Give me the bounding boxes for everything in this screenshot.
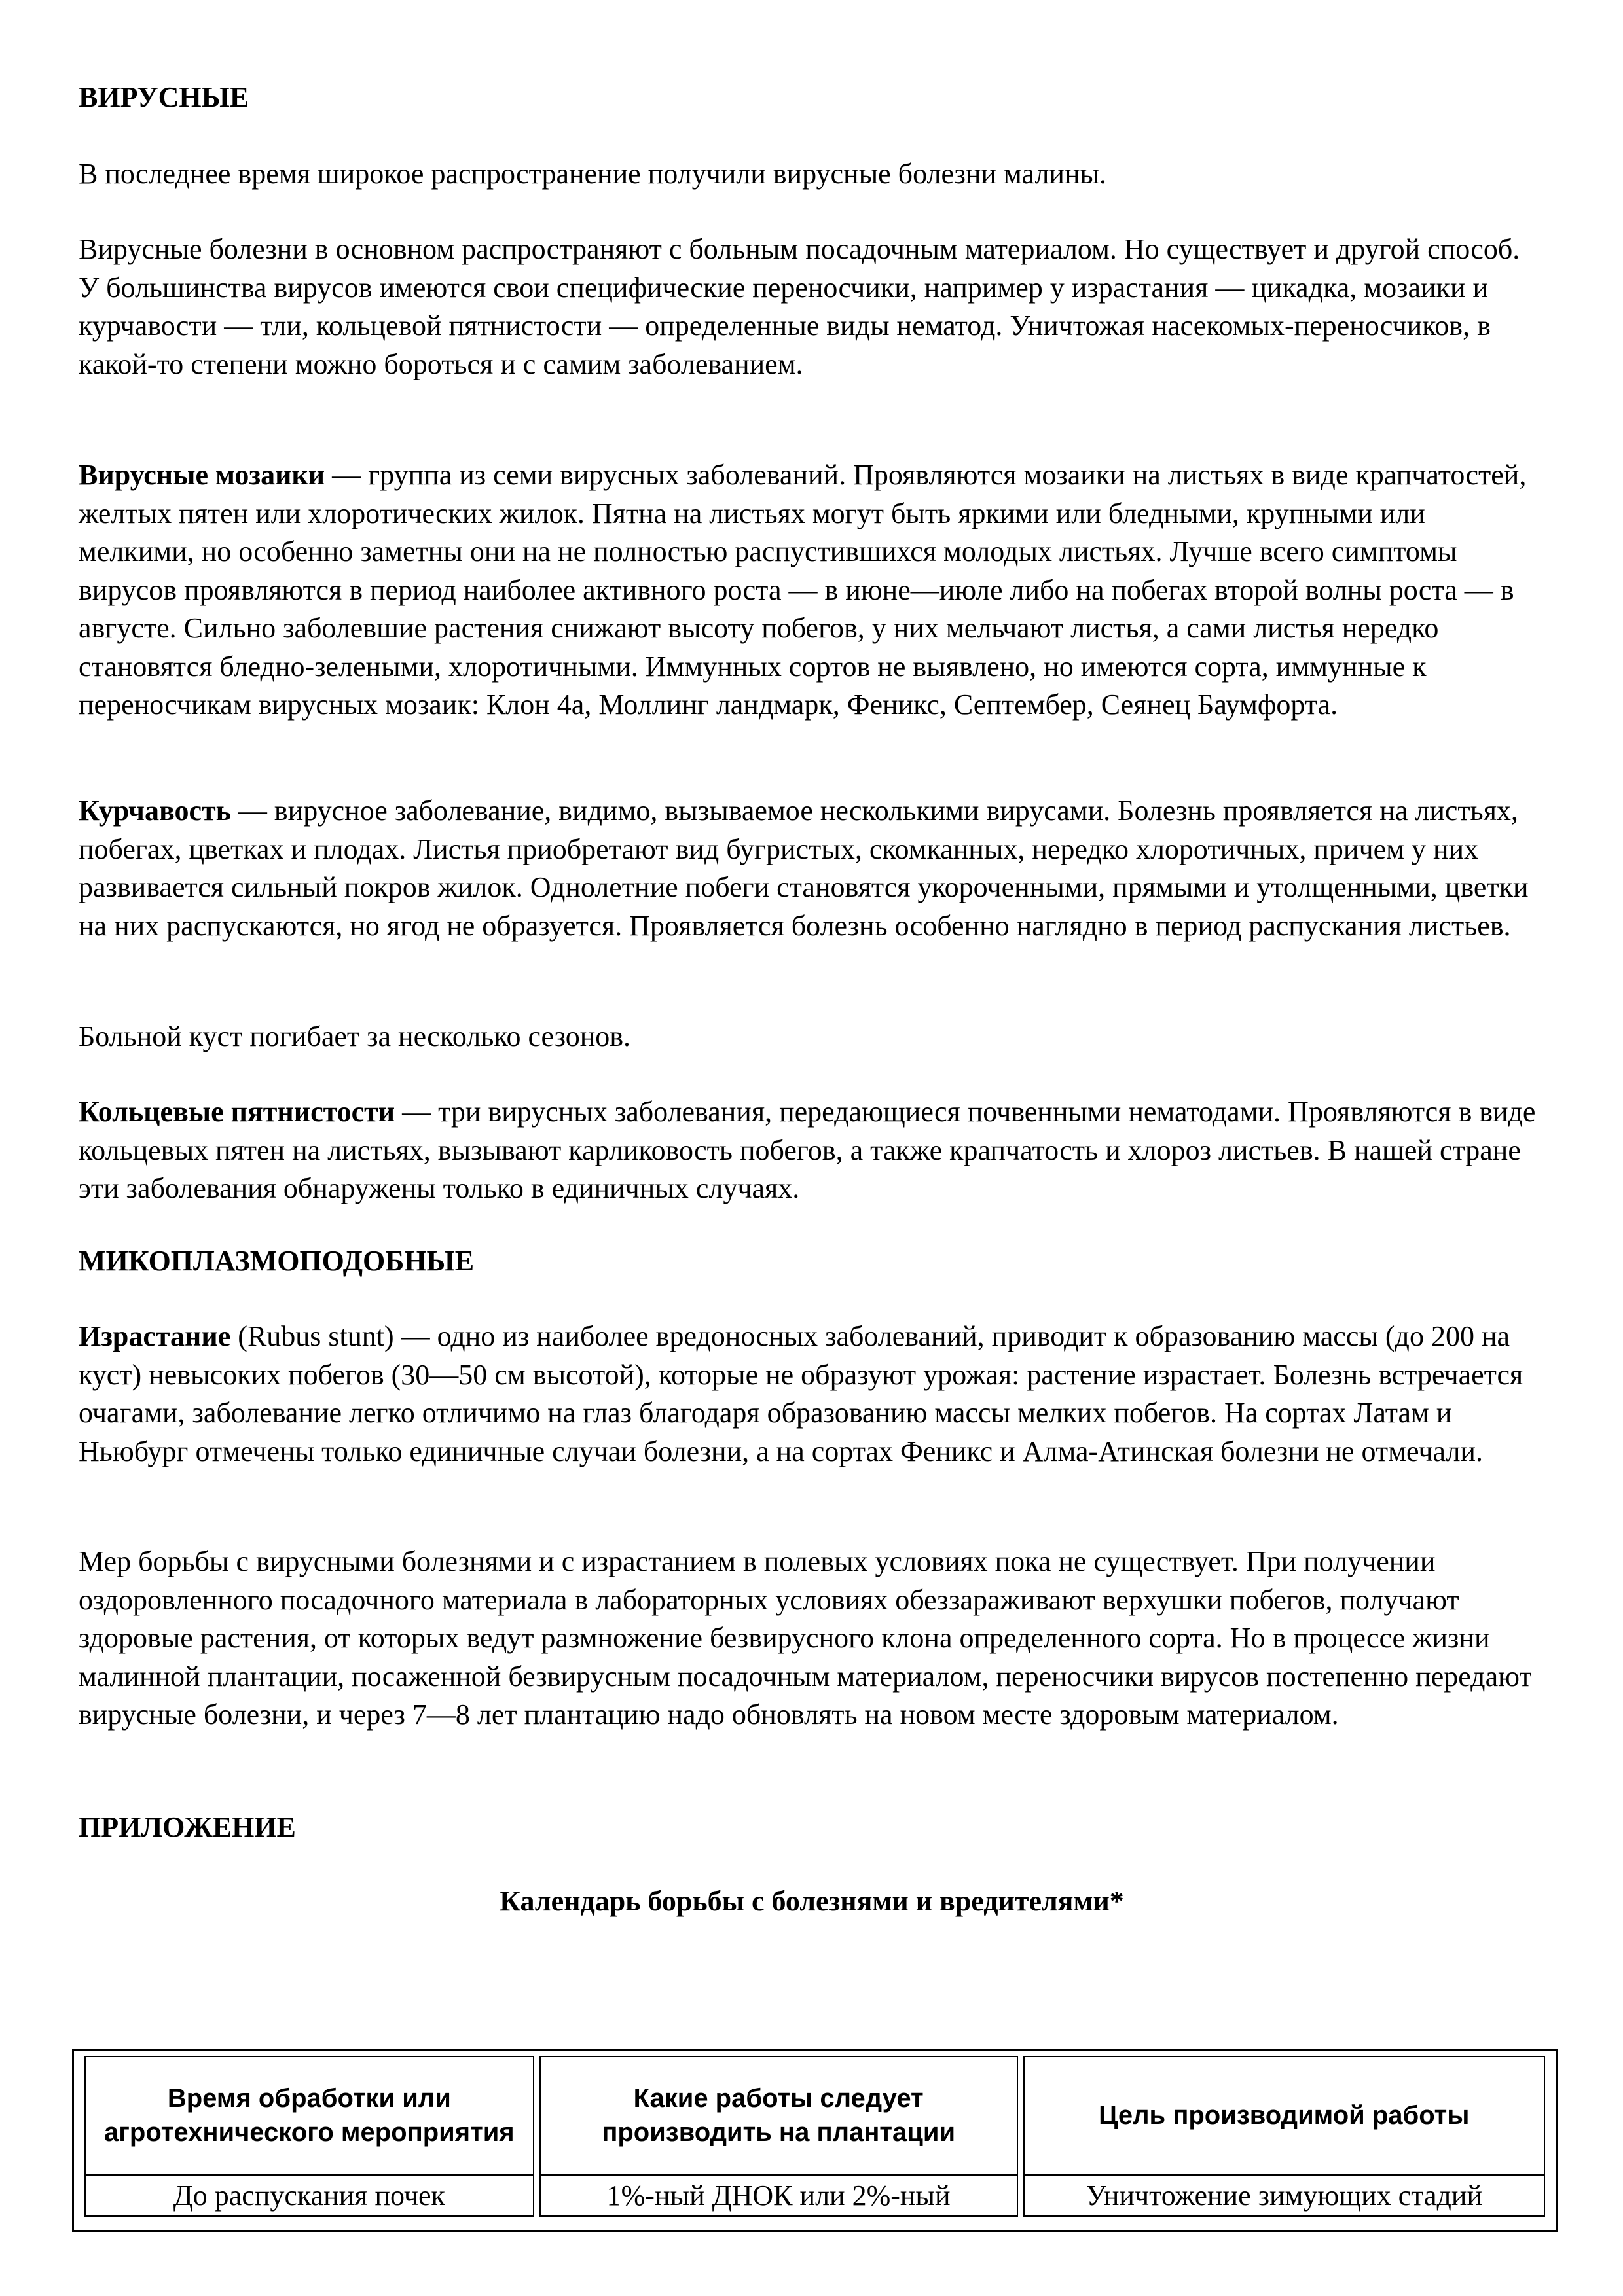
section-heading-appendix: ПРИЛОЖЕНИЕ xyxy=(79,1811,296,1843)
section-heading-viral: ВИРУСНЫЕ xyxy=(79,81,249,113)
term-curl: Курчавость xyxy=(79,795,231,827)
table-cell-purpose: Уничтожение зимующих стадий xyxy=(1023,2175,1545,2217)
term-ring-spot: Кольцевые пятнистости xyxy=(79,1096,395,1128)
section-heading-mycoplasma: МИКОПЛАЗМОПОДОБНЫЕ xyxy=(79,1245,475,1277)
paragraph-ring-spot xyxy=(79,1093,1545,1208)
ring-spot-text: — три вирусных заболевания, передающиеся почвенными нематодами. Проявляются в виде кольцевых пятен на листьях, вызывают карликовость побегов, а также крапчатость и хлороз листьев. В нашей стране эти заболевания обнаружены только в единичных случаях. xyxy=(79,1096,1536,1204)
paragraph-mosaics xyxy=(79,456,1545,725)
paragraph-spread: Вирусные болезни в основном распространяют с больным посадочным материалом. Но существует и другой способ. У большинства вирусов имеются свои специфические переносчики, например у израстания — цикадка, мозаики и курчавости — тли, кольцевой пятнистости — определенные виды нематод. Уничтожая насекомых-переносчиков, в какой-то степени можно бороться и с самим заболеванием. xyxy=(79,233,1520,380)
paragraph-curl xyxy=(79,792,1545,945)
curl-text: — вирусное заболевание, видимо, вызываемое несколькими вирусами. Болезнь проявляется на листьях, побегах, цветках и плодах. Листья приобретают вид бугристых, скомканных, нередко хлоротичных, причем у них развивается сильный покров жилок. Однолетние побеги становятся укороченными, прямыми и утолщенными, цветки на них распускаются, но ягод не образуется. Проявляется болезнь особенно наглядно в период распускания листьев. xyxy=(79,795,1529,942)
paragraph-intro: В последнее время широкое распространение получили вирусные болезни малины. xyxy=(79,158,1107,190)
paragraph-control: Мер борьбы с вирусными болезнями и с израстанием в полевых условиях пока не существует. При получении оздоровленного посадочного материала в лабораторных условиях обеззараживают верхушки побегов, получают здоровые растения, от которых ведут размножение безвирусного клона определенного сорта. Но в процессе жизни малинной плантации, посаженной безвирусным посадочным материалом, переносчики вирусов постепенно передают вирусные болезни, и через 7—8 лет плантацию надо обновлять на новом месте здоровым материалом. xyxy=(79,1545,1532,1731)
table-cell-time: До распускания почек xyxy=(84,2175,534,2217)
calendar-table-frame xyxy=(72,2049,1558,2232)
term-stunt: Израстание xyxy=(79,1320,231,1352)
mosaics-text: — группа из семи вирусных заболеваний. Проявляются мозаики на листьях в виде крапчатостей, желтых пятен или хлоротических жилок. Пятна на листьях могут быть яркими или бледными, крупными или мелкими, но особенно заметны они на не полностью распустившихся молодых листьях. Лучше всего симптомы вирусов проявляются в период наиболее активного роста — в июне—июле либо на побегах второй волны роста — в августе. Сильно заболевшие растения снижают высоту побегов, у них мельчают листья, а сами листья нередко становятся бледно-зелеными, хлоротичными. Иммунных сортов не выявлено, но имеются сорта, иммунные к переносчикам вирусных мозаик: Клон 4а, Моллинг ландмарк, Феникс, Септембер, Сеянец Баумфорта. xyxy=(79,459,1527,721)
table-header-row xyxy=(84,2056,1545,2175)
calendar-table xyxy=(79,2056,1550,2217)
column-header-time: Время обработки или агротехнического мероприятия xyxy=(84,2056,534,2175)
column-header-purpose: Цель производимой работы xyxy=(1023,2056,1545,2175)
table-cell-works: 1%-ный ДНОК или 2%-ный xyxy=(539,2175,1018,2217)
column-header-works: Какие работы следует производить на плантации xyxy=(539,2056,1018,2175)
term-mosaics: Вирусные мозаики xyxy=(79,459,325,491)
paragraph-stunt xyxy=(79,1318,1545,1471)
calendar-title: Календарь борьбы с болезнями и вредителями* xyxy=(500,1885,1124,1917)
table-row xyxy=(84,2175,1545,2217)
paragraph-curl-death: Больной куст погибает за несколько сезонов. xyxy=(79,1020,631,1052)
stunt-text: (Rubus stunt) — одно из наиболее вредоносных заболеваний, приводит к образованию массы (до 200 на куст) невысоких побегов (30—50 см высотой), которые не образуют урожая: растение израстает. Болезнь встречается очагами, заболевание легко отличимо на глаз благодаря образованию массы мелких побегов. На сортах Латам и Ньюбург отмечены только единичные случаи болезни, а на сортах Феникс и Алма-Атинская болезни не отмечали. xyxy=(79,1320,1523,1467)
